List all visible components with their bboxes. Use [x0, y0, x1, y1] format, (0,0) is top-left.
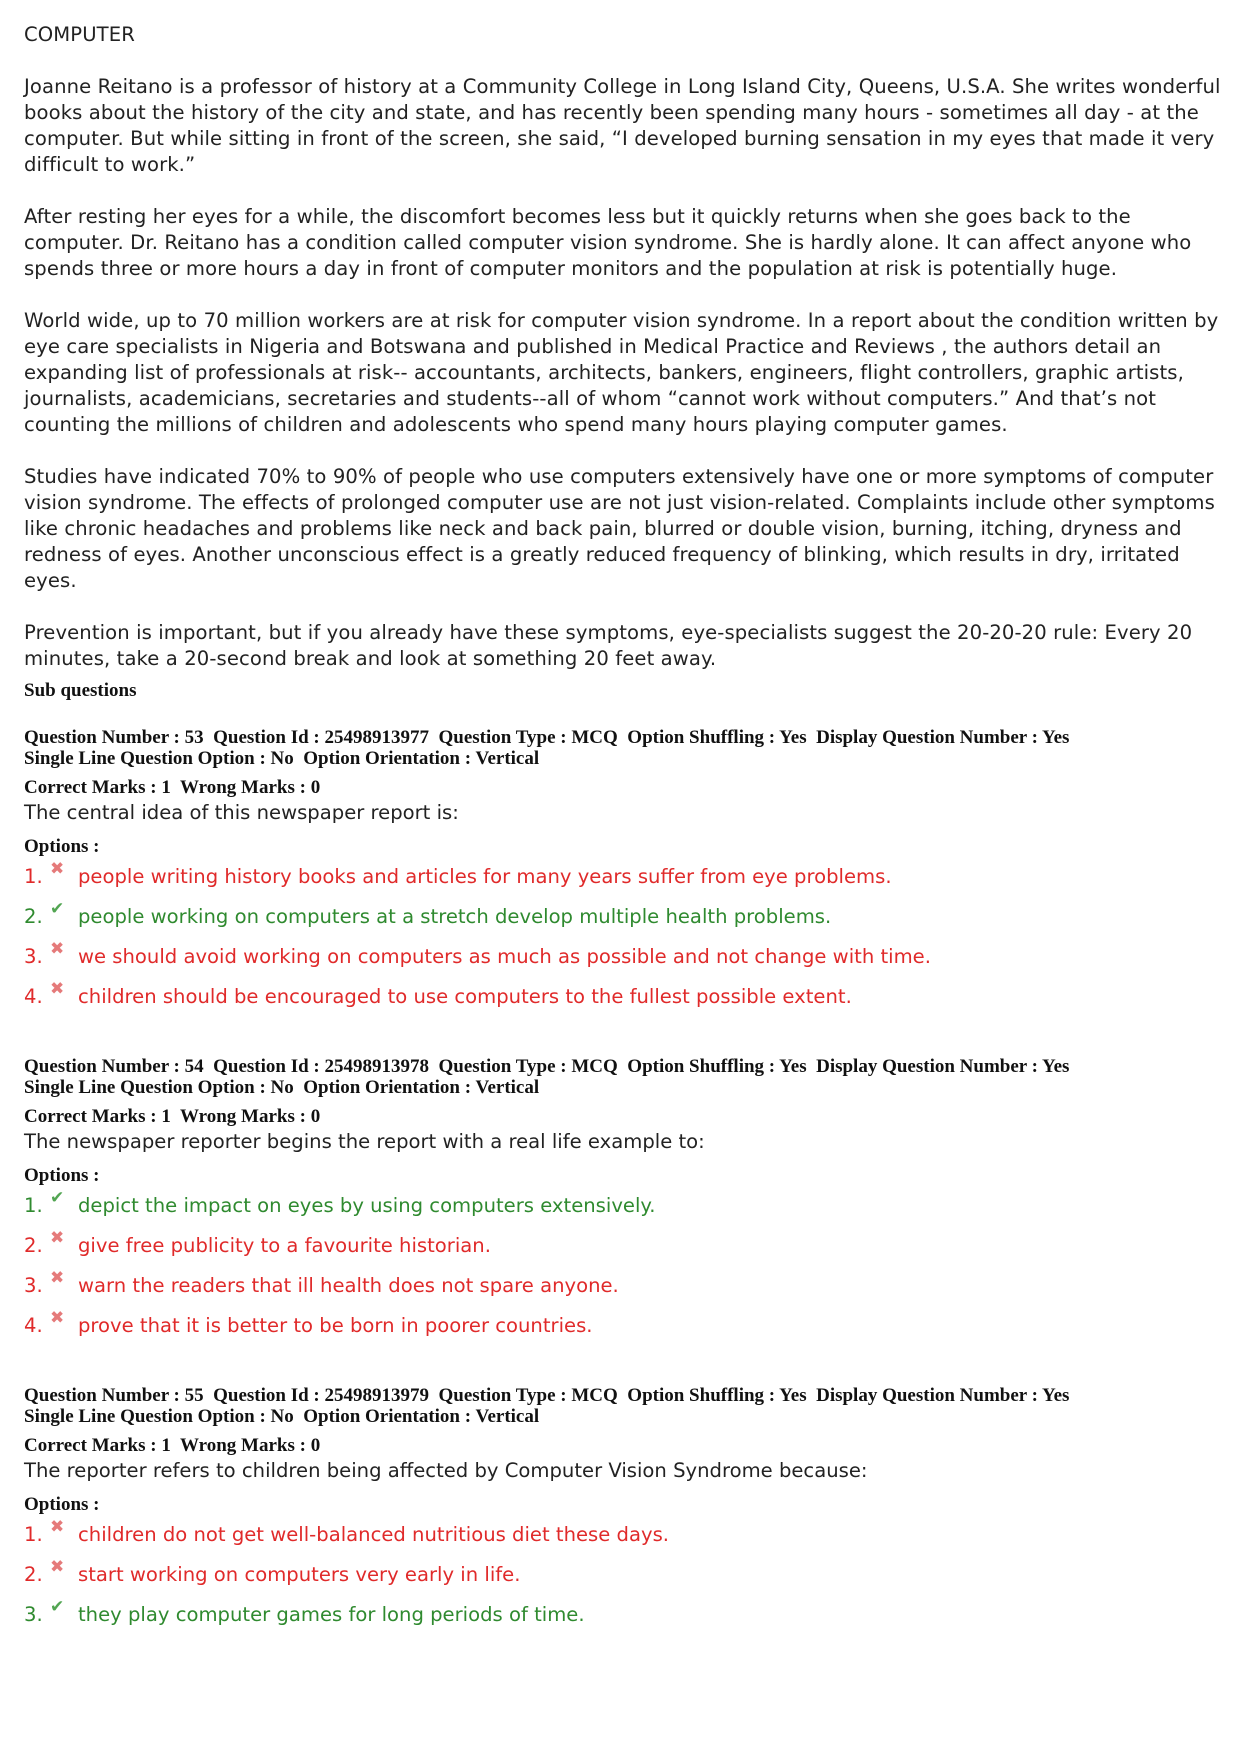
option-text: children do not get well-balanced nutritious diet these days.: [78, 1523, 670, 1546]
option-text: depict the impact on eyes by using computers extensively.: [78, 1194, 656, 1217]
passage-paragraph: After resting her eyes for a while, the discomfort becomes less but it quickly returns when she goes back to the computer. Dr. Reitano has a condition called computer vision syndrome. She is hardly alone. It can affect anyone who spends three or more hours a day in front of computer monitors and the population at risk is potentially huge.: [24, 205, 1192, 280]
option-number: 3.: [24, 945, 43, 968]
cross-icon: ✖: [50, 859, 65, 879]
passage-paragraph: World wide, up to 70 million workers are at risk for computer vision syndrome. In a report about the condition written by eye care specialists in Nigeria and Botswana and published in Medical Practice and Reviews , the authors detail an expanding list of professionals at risk-- accountants, architects, bankers, engineers, flight controllers, graphic artists, journalists, academicians, secretaries and students--all of whom “cannot work without computers.” And that’s not counting the millions of children and adolescents who spend many hours playing computer games.: [24, 309, 1219, 436]
cross-icon: ✖: [50, 1517, 65, 1537]
option-text: people working on computers at a stretch develop multiple health problems.: [78, 905, 832, 928]
question-marks: Correct Marks : 1 Wrong Marks : 0: [24, 1106, 321, 1127]
question-stem: The reporter refers to children being affected by Computer Vision Syndrome because:: [24, 1459, 868, 1482]
option-item: [24, 1308, 1224, 1353]
option-text: give free publicity to a favourite historian.: [78, 1234, 491, 1257]
cross-icon: ✖: [50, 1557, 65, 1577]
question-meta-line: Question Number : 55 Question Id : 25498913979 Question Type : MCQ Option Shuffling : Yes Display Question Number : Yes: [24, 1385, 1070, 1406]
option-item: [24, 979, 1224, 1024]
cross-icon: ✖: [50, 1268, 65, 1288]
option-text: people writing history books and articles for many years suffer from eye problems.: [78, 865, 892, 888]
question-block: [24, 1385, 1224, 1642]
option-number: 4.: [24, 985, 43, 1008]
option-number: 1.: [24, 1194, 43, 1217]
options-label: Options :: [24, 836, 100, 857]
cross-icon: ✖: [50, 1308, 65, 1328]
option-number: 3.: [24, 1274, 43, 1297]
sub-questions-heading: Sub questions: [24, 680, 137, 701]
option-number: 2.: [24, 1563, 43, 1586]
check-icon: ✔: [50, 899, 65, 919]
option-text: prove that it is better to be born in poorer countries.: [78, 1314, 593, 1337]
option-item: [24, 899, 1224, 944]
question-block: [24, 1056, 1224, 1353]
option-item: [24, 1268, 1224, 1313]
options-label: Options :: [24, 1165, 100, 1186]
passage-title: COMPUTER: [24, 23, 135, 46]
passage-paragraph: Prevention is important, but if you already have these symptoms, eye-specialists suggest the 20-20-20 rule: Every 20 minutes, take a 20-second break and look at something 20 feet away.: [24, 621, 1193, 670]
question-marks: Correct Marks : 1 Wrong Marks : 0: [24, 777, 321, 798]
option-item: [24, 1597, 1224, 1642]
passage: [24, 22, 1224, 672]
cross-icon: ✖: [50, 939, 65, 959]
question-meta-line: Single Line Question Option : No Option Orientation : Vertical: [24, 1406, 540, 1427]
question-meta-line: Single Line Question Option : No Option Orientation : Vertical: [24, 1077, 540, 1098]
question-stem: The central idea of this newspaper report is:: [24, 801, 459, 824]
question-stem: The newspaper reporter begins the report with a real life example to:: [24, 1130, 705, 1153]
option-number: 2.: [24, 1234, 43, 1257]
check-icon: ✔: [50, 1188, 65, 1208]
passage-paragraph: Studies have indicated 70% to 90% of people who use computers extensively have one or more symptoms of computer vision syndrome. The effects of prolonged computer use are not just vision-related. Complaints include other symptoms like chronic headaches and problems like neck and back pain, blurred or double vision, burning, itching, dryness and redness of eyes. Another unconscious effect is a greatly reduced frequency of blinking, which results in dry, irritated eyes.: [24, 465, 1215, 592]
option-number: 1.: [24, 865, 43, 888]
option-item: [24, 939, 1224, 984]
option-text: we should avoid working on computers as much as possible and not change with time.: [78, 945, 931, 968]
passage-paragraph: Joanne Reitano is a professor of history at a Community College in Long Island City, Queens, U.S.A. She writes wonderful books about the history of the city and state, and has recently been spending many hours - sometimes all day - at the computer. But while sitting in front of the screen, she said, “I developed burning sensation in my eyes that made it very difficult to work.”: [24, 75, 1221, 176]
question-block: [24, 727, 1224, 1024]
question-meta-line: Question Number : 53 Question Id : 25498913977 Question Type : MCQ Option Shuffling : Yes Display Question Number : Yes: [24, 727, 1070, 748]
option-number: 3.: [24, 1603, 43, 1626]
option-text: children should be encouraged to use computers to the fullest possible extent.: [78, 985, 852, 1008]
option-item: [24, 1228, 1224, 1273]
option-number: 2.: [24, 905, 43, 928]
question-marks: Correct Marks : 1 Wrong Marks : 0: [24, 1435, 321, 1456]
option-item: [24, 1557, 1224, 1602]
options-label: Options :: [24, 1494, 100, 1515]
option-item: [24, 859, 1224, 904]
cross-icon: ✖: [50, 1228, 65, 1248]
question-meta-line: Question Number : 54 Question Id : 25498913978 Question Type : MCQ Option Shuffling : Yes Display Question Number : Yes: [24, 1056, 1070, 1077]
cross-icon: ✖: [50, 979, 65, 999]
document-page: [24, 22, 1224, 1674]
option-text: start working on computers very early in life.: [78, 1563, 521, 1586]
option-item: [24, 1188, 1224, 1233]
check-icon: ✔: [50, 1597, 65, 1617]
option-text: they play computer games for long periods of time.: [78, 1603, 585, 1626]
question-meta-line: Single Line Question Option : No Option Orientation : Vertical: [24, 748, 540, 769]
option-item: [24, 1517, 1224, 1562]
option-text: warn the readers that ill health does not spare anyone.: [78, 1274, 619, 1297]
option-number: 1.: [24, 1523, 43, 1546]
option-number: 4.: [24, 1314, 43, 1337]
